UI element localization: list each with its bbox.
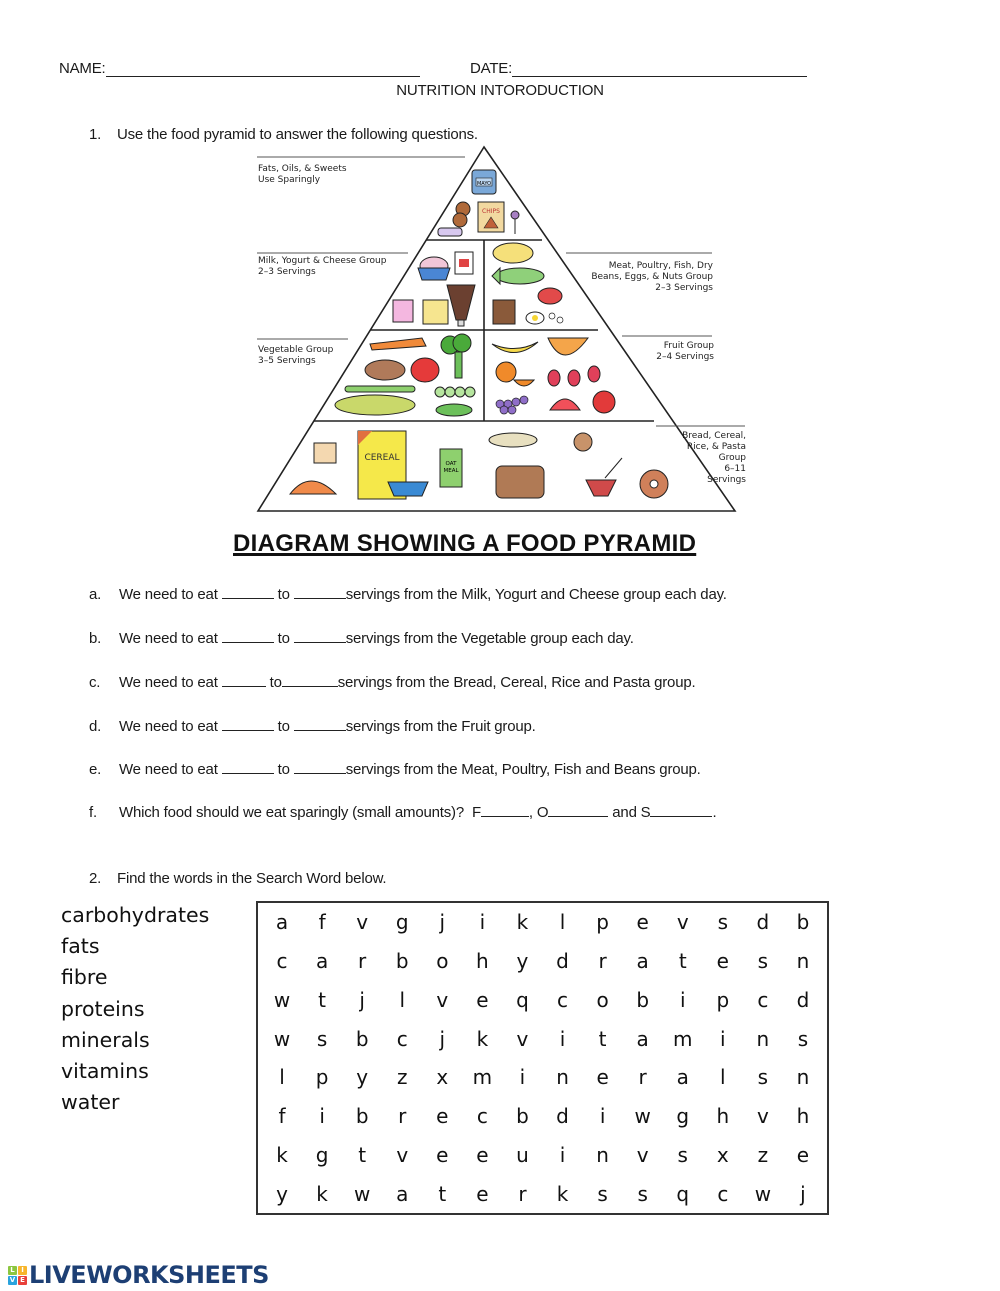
answer-e-min[interactable] [222, 760, 274, 774]
grid-cell[interactable]: k [276, 1142, 288, 1167]
grid-cell[interactable]: v [356, 910, 369, 935]
grid-cell[interactable]: m [673, 1026, 693, 1051]
grid-cell[interactable]: d [756, 910, 770, 935]
grid-cell[interactable]: a [315, 949, 329, 974]
grid-cell[interactable]: e [476, 1142, 489, 1167]
answer-d-min[interactable] [222, 717, 274, 731]
grid-cell[interactable]: s [797, 1026, 809, 1051]
logo-text: LIVEWORKSHEETS [29, 1261, 269, 1289]
grid-cell[interactable]: n [796, 949, 810, 974]
vegetable-foods [335, 334, 475, 416]
grid-cell[interactable]: j [359, 987, 365, 1012]
page-title: NUTRITION INTORODUCTION [396, 82, 604, 99]
grid-cell[interactable]: t [598, 1026, 607, 1051]
grid-cell[interactable]: v [396, 1142, 409, 1167]
word-list [61, 900, 209, 1118]
name-label: NAME: [59, 60, 106, 77]
grid-cell[interactable]: s [757, 1065, 769, 1090]
grid-cell[interactable]: s [677, 1142, 688, 1167]
grid-cell[interactable]: e [436, 1104, 449, 1129]
word-vitamins: vitamins [61, 1059, 149, 1084]
grid-cell[interactable]: i [720, 1026, 726, 1051]
grid-cell[interactable]: x [436, 1065, 449, 1090]
grid-cell[interactable]: s [637, 1181, 648, 1206]
name-blank[interactable] [106, 63, 420, 77]
grid-cell[interactable]: k [556, 1181, 569, 1206]
grid-cell[interactable]: h [716, 1104, 730, 1129]
grid-cell[interactable]: w [353, 1181, 371, 1206]
grid-cell[interactable]: r [398, 1104, 407, 1129]
grid-cell[interactable]: w [273, 1026, 291, 1051]
word-minerals: minerals [61, 1027, 150, 1052]
date-field[interactable] [470, 60, 807, 77]
grid-cell[interactable]: i [519, 1065, 526, 1090]
answer-e-max[interactable] [294, 760, 346, 774]
question-2-number: 2. [89, 870, 102, 887]
grid-cell[interactable]: f [318, 910, 326, 935]
grid-cell[interactable]: e [476, 987, 489, 1012]
grid-cell[interactable]: s [717, 910, 729, 935]
grid-cell[interactable]: h [476, 949, 489, 974]
svg-text:CEREAL: CEREAL [364, 453, 400, 463]
grid-cell[interactable]: i [319, 1104, 325, 1129]
diagram-caption: DIAGRAM SHOWING A FOOD PYRAMID [233, 530, 697, 557]
grid-cell[interactable]: l [559, 910, 566, 935]
grid-cell[interactable]: z [757, 1142, 769, 1167]
grid-cell[interactable]: d [796, 987, 810, 1012]
label-fruit-group: Fruit Group 2–4 Servings [656, 341, 714, 362]
grid-cell[interactable]: g [395, 910, 409, 935]
grid-cell[interactable]: s [757, 949, 769, 974]
grid-cell[interactable]: g [676, 1104, 690, 1129]
word-carbohydrates: carbohydrates [61, 903, 210, 927]
grid-cell[interactable]: c [717, 1181, 729, 1206]
grid-cell[interactable]: b [395, 949, 409, 974]
word-fibre: fibre [61, 965, 108, 990]
grid-cell[interactable]: a [396, 1181, 409, 1206]
label-milk-group: Milk, Yogurt & Cheese Group 2–3 Servings [258, 256, 387, 277]
grid-cell[interactable]: a [636, 949, 649, 974]
date-label: DATE: [470, 60, 513, 77]
grid-cell[interactable]: e [636, 910, 649, 935]
grid-cell[interactable]: n [756, 1026, 770, 1051]
grid-cell[interactable]: m [472, 1065, 493, 1090]
question-2-text: Find the words in the Search Word below. [117, 870, 387, 887]
grid-cell[interactable]: b [355, 1026, 369, 1051]
grid-cell[interactable]: e [596, 1065, 609, 1090]
grid-cell[interactable]: l [279, 1065, 285, 1090]
answer-d-max[interactable] [294, 717, 346, 731]
grid-cell[interactable]: v [636, 1142, 649, 1167]
question-f: f. Which food should we eat sparingly (small amounts)? F , O and S . [89, 804, 717, 821]
grid-cell[interactable]: l [399, 987, 406, 1012]
grid-cell[interactable]: i [599, 1104, 606, 1129]
grid-cell[interactable]: i [559, 1142, 566, 1167]
grid-cell[interactable]: a [636, 1026, 649, 1051]
grid-cell[interactable]: q [676, 1181, 690, 1206]
grid-cell[interactable]: r [638, 1065, 647, 1090]
grid-cell[interactable]: x [716, 1142, 729, 1167]
question-d: d. We need to eat to servings from the Fruit group. [89, 718, 536, 735]
grid-cell[interactable]: z [396, 1065, 408, 1090]
question-2 [89, 870, 386, 887]
grid-cell[interactable]: t [678, 949, 687, 974]
question-b: b. We need to eat to servings from the Vegetable group each day. [89, 630, 634, 647]
answer-f-sweets[interactable] [650, 803, 712, 817]
grid-cell[interactable]: v [436, 987, 449, 1012]
grid-cell[interactable]: y [356, 1065, 369, 1090]
label-fats-oils-sweets: Fats, Oils, & Sweets Use Sparingly [258, 164, 347, 185]
grid-cell[interactable]: c [476, 1104, 488, 1129]
grid-cell[interactable]: k [316, 1181, 328, 1206]
grid-cell[interactable]: q [516, 987, 529, 1012]
grid-cell[interactable]: d [556, 1104, 569, 1129]
answer-c-min[interactable] [222, 673, 266, 687]
label-meat-group: Meat, Poultry, Fish, Dry Beans, Eggs, & Nuts Group 2–3 Servings [591, 261, 713, 293]
grid-cell[interactable]: v [756, 1104, 769, 1129]
grid-cell[interactable]: a [275, 910, 289, 935]
grid-cell[interactable]: t [438, 1181, 447, 1206]
grid-cell[interactable]: i [479, 910, 486, 935]
grid-cell[interactable]: g [315, 1142, 329, 1167]
logo-tiles-icon: L I V E [8, 1266, 27, 1285]
svg-text:OAT: OAT [445, 461, 457, 467]
grid-cell[interactable]: r [518, 1181, 527, 1206]
grid-cell[interactable]: v [676, 910, 689, 935]
grid-cell[interactable]: w [634, 1104, 651, 1129]
grid-cell[interactable]: b [516, 1104, 529, 1129]
grid-cell[interactable]: c [557, 987, 569, 1012]
answer-f-fats[interactable] [481, 803, 529, 817]
grid-cell[interactable]: h [796, 1104, 810, 1129]
answer-a-min[interactable] [222, 585, 274, 599]
grid-cell[interactable]: p [596, 910, 609, 935]
name-field[interactable] [59, 60, 420, 77]
grid-cell[interactable]: t [318, 987, 327, 1012]
label-vegetable-group: Vegetable Group 3–5 Servings [258, 345, 334, 366]
grid-cell[interactable]: b [355, 1104, 369, 1129]
grid-cell[interactable]: p [315, 1065, 329, 1090]
grid-cell[interactable]: c [276, 949, 288, 974]
liveworksheets-logo [8, 1261, 269, 1289]
grid-cell[interactable]: r [358, 949, 367, 974]
answer-b-min[interactable] [222, 629, 274, 643]
meat-poultry-fish-foods [492, 243, 563, 324]
bread-cereal-rice-pasta-foods [290, 431, 668, 499]
grid-cell[interactable]: n [556, 1065, 569, 1090]
grid-cell[interactable]: j [800, 1181, 806, 1206]
grid-cell[interactable]: i [679, 987, 686, 1012]
grid-cell[interactable]: o [436, 949, 449, 974]
answer-a-max[interactable] [294, 585, 346, 599]
question-c: c. We need to eat to servings from the Bread, Cereal, Rice and Pasta group. [89, 674, 696, 691]
question-1-number: 1. [89, 126, 102, 143]
grid-cell[interactable]: n [596, 1142, 609, 1167]
grid-cell[interactable]: j [439, 910, 446, 935]
grid-cell[interactable]: y [516, 949, 529, 974]
svg-text:MAYO: MAYO [476, 181, 492, 187]
grid-cell[interactable]: k [476, 1026, 489, 1051]
grid-cell[interactable]: e [436, 1142, 449, 1167]
grid-cell[interactable]: j [439, 1026, 446, 1051]
grid-cell[interactable]: f [278, 1104, 286, 1129]
fruit-foods [492, 338, 615, 414]
answer-f-oils[interactable] [548, 803, 608, 817]
word-search-grid[interactable] [256, 901, 829, 1215]
grid-cell[interactable]: p [716, 987, 730, 1012]
grid-cell[interactable]: t [358, 1142, 367, 1167]
svg-text:CHIPS: CHIPS [482, 208, 500, 215]
grid-cell[interactable]: r [598, 949, 607, 974]
answer-b-max[interactable] [294, 629, 346, 643]
question-1-text: Use the food pyramid to answer the following questions. [117, 126, 478, 143]
grid-cell[interactable]: o [596, 987, 609, 1012]
grid-cell[interactable]: e [796, 1142, 810, 1167]
grid-cell[interactable]: e [716, 949, 729, 974]
grid-cell[interactable]: b [636, 987, 650, 1012]
grid-cell[interactable]: n [796, 1065, 810, 1090]
word-water: water [61, 1090, 120, 1115]
grid-cell[interactable]: b [796, 910, 810, 935]
question-e: e. We need to eat to servings from the Meat, Poultry, Fish and Beans group. [89, 761, 701, 778]
grid-cell[interactable]: c [757, 987, 769, 1012]
grid-cell[interactable]: d [556, 949, 569, 974]
grid-cell[interactable]: w [754, 1181, 772, 1206]
word-fats: fats [61, 934, 100, 959]
grid-cell[interactable]: c [396, 1026, 408, 1051]
milk-yogurt-cheese-foods [393, 252, 475, 326]
grid-cell[interactable]: w [273, 987, 291, 1012]
question-a: a. We need to eat to servings from the Milk, Yogurt and Cheese group each day. [89, 586, 727, 603]
label-bread-group: Bread, Cereal, Rice, & Pasta Group 6–11 Servings [682, 431, 746, 485]
grid-cell[interactable]: i [559, 1026, 566, 1051]
grid-cell[interactable]: u [516, 1142, 529, 1167]
grid-cell[interactable]: s [597, 1181, 608, 1206]
grid-cell[interactable]: k [516, 910, 529, 935]
grid-cell[interactable]: a [676, 1065, 689, 1090]
grid-cell[interactable]: s [316, 1026, 328, 1051]
date-blank[interactable] [512, 63, 807, 77]
grid-cell[interactable]: v [516, 1026, 529, 1051]
svg-text:MEAL: MEAL [443, 468, 459, 474]
grid-cell[interactable]: y [276, 1181, 288, 1206]
grid-cell[interactable]: e [476, 1181, 489, 1206]
word-proteins: proteins [61, 996, 145, 1021]
answer-c-max[interactable] [282, 673, 338, 687]
grid-cell[interactable]: l [720, 1065, 726, 1090]
